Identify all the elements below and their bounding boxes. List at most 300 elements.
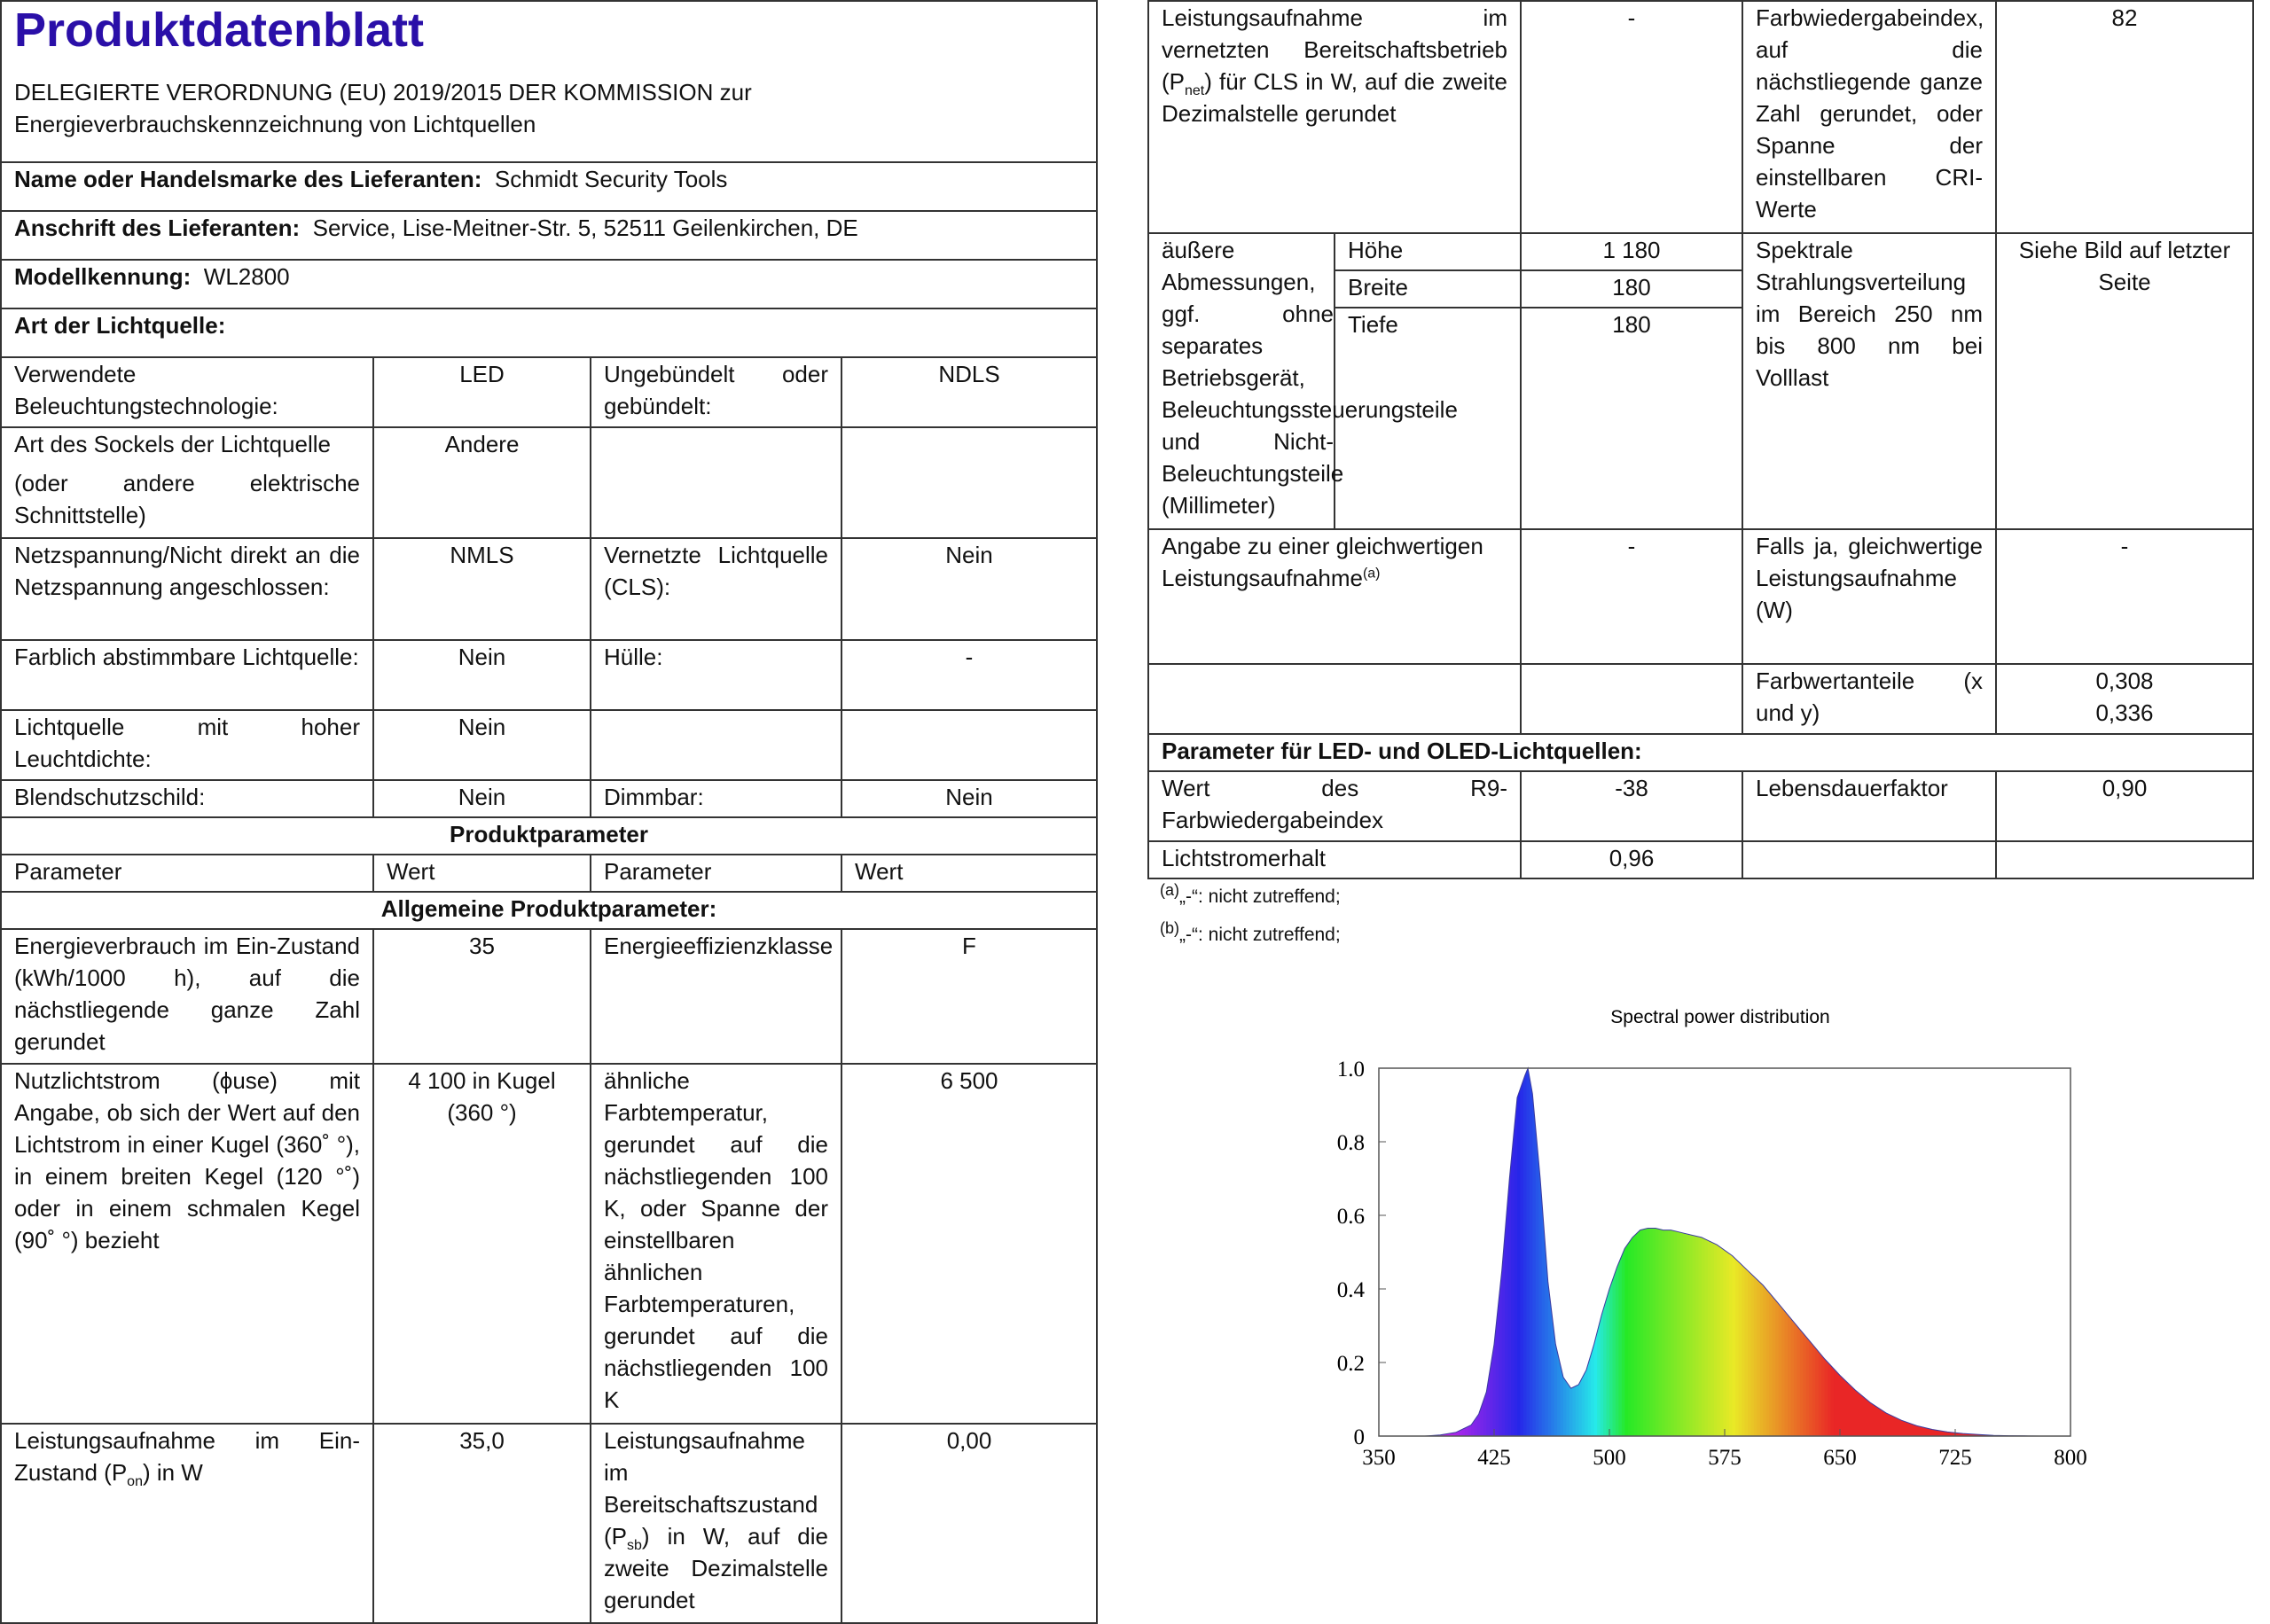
antiglare-value: Nein — [373, 780, 591, 817]
spectrum-band — [1898, 1068, 1902, 1436]
empty-cell — [1742, 841, 1996, 878]
psb-subscript: sb — [627, 1538, 642, 1554]
spectrum-band — [1572, 1068, 1576, 1436]
spectrum-band — [1465, 1068, 1468, 1436]
chroma-x: 0,308 — [2095, 668, 2154, 694]
socket-row — [1, 427, 1097, 538]
spectrum-band — [1763, 1068, 1766, 1436]
spectrum-band — [1785, 1068, 1789, 1436]
tech-row — [1, 357, 1097, 427]
y-tick-label: 0 — [1353, 1425, 1365, 1449]
spectrum-band — [1561, 1068, 1564, 1436]
spectrum-band — [1745, 1068, 1749, 1436]
spectrum-band — [1791, 1068, 1795, 1436]
spectrum-band — [1601, 1068, 1604, 1436]
spectrum-band — [1729, 1068, 1733, 1436]
chroma-y: 0,336 — [2095, 699, 2154, 726]
energy-row — [1, 929, 1097, 1064]
spectrum-band — [1920, 1068, 1923, 1436]
spectrum-band — [1930, 1068, 1933, 1436]
footnote-a-mark: (a) — [1160, 881, 1179, 899]
spectrum-band — [1511, 1068, 1515, 1436]
spectrum-band — [1677, 1068, 1680, 1436]
spectrum-band — [1695, 1068, 1699, 1436]
spectrum-band — [1748, 1068, 1751, 1436]
spectrum-band — [1530, 1068, 1533, 1436]
spectrum-band — [2043, 1068, 2047, 1436]
spectrum-band — [1597, 1068, 1601, 1436]
equiv-footnote-mark: (a) — [1362, 566, 1381, 582]
y-tick-label: 1.0 — [1336, 1058, 1365, 1081]
spectrum-band — [1815, 1068, 1819, 1436]
bundled-value: NDLS — [841, 357, 1097, 427]
spectrum-band — [1865, 1068, 1868, 1436]
spectrum-band — [1548, 1068, 1552, 1436]
spectrum-band — [1554, 1068, 1558, 1436]
if-yes-value: - — [1996, 529, 2253, 664]
energy-class-value: F — [841, 929, 1097, 1064]
regulation-text: DELEGIERTE VERORDNUNG (EU) 2019/2015 DER KOMMISSION zur Energieverbrauchskennzeichnung von Lichtquellen — [14, 79, 752, 137]
spectrum-band — [1459, 1068, 1462, 1436]
psb-label — [591, 1424, 841, 1623]
spectrum-band — [1892, 1068, 1896, 1436]
spectrum-band — [1941, 1068, 1945, 1436]
spectrum-band — [1631, 1068, 1634, 1436]
psb-label-b: ) in W, auf die zweite Dezimalstelle gerundet — [604, 1523, 828, 1613]
spectrum-band — [1456, 1068, 1460, 1436]
chroma-label: Farbwertanteile (x und y) — [1742, 664, 1996, 734]
pon-label — [1, 1424, 373, 1623]
spectrum-band — [1508, 1068, 1512, 1436]
spectrum-band — [1859, 1068, 1862, 1436]
maintenance-label: Lichtstromerhalt — [1148, 841, 1521, 878]
spectrum-band — [1496, 1068, 1499, 1436]
spectrum-band — [1947, 1068, 1951, 1436]
product-params-heading-row — [1, 817, 1097, 855]
empty-cell — [841, 427, 1097, 538]
spectrum-band — [1880, 1068, 1883, 1436]
spectrum-band — [1480, 1068, 1483, 1436]
spectrum-band — [1582, 1068, 1585, 1436]
envelope-label: Hülle: — [591, 640, 841, 710]
spectrum-band — [1901, 1068, 1905, 1436]
spectrum-band — [1945, 1068, 1948, 1436]
spectrum-band — [1499, 1068, 1502, 1436]
cct-value: 6 500 — [841, 1064, 1097, 1424]
spectrum-band — [1779, 1068, 1782, 1436]
spectrum-band — [1492, 1068, 1496, 1436]
socket-label: Art des Sockels der Lichtquelle — [14, 431, 331, 457]
height-label: Höhe — [1335, 233, 1521, 270]
pnet-subscript: net — [1185, 83, 1205, 99]
product-params-heading: Produktparameter — [1, 817, 1097, 855]
led-heading: Parameter für LED- und OLED-Lichtquellen: — [1148, 734, 2253, 771]
spectrum-band — [1867, 1068, 1871, 1436]
spectrum-fill — [1410, 1068, 2071, 1436]
spectrum-band — [1668, 1068, 1671, 1436]
maintenance-value: 0,96 — [1521, 841, 1742, 878]
tunable-value: Nein — [373, 640, 591, 710]
spectrum-band — [1624, 1068, 1628, 1436]
spectrum-band — [1953, 1068, 1957, 1436]
spectrum-band — [2009, 1068, 2013, 1436]
spectrum-band — [2006, 1068, 2009, 1436]
footnote-a — [1160, 881, 1341, 910]
spectrum-band — [1926, 1068, 1930, 1436]
spectrum-band — [1969, 1068, 1973, 1436]
spectrum-band — [1819, 1068, 1822, 1436]
spectrum-band — [1446, 1068, 1450, 1436]
spectrum-band — [1960, 1068, 1963, 1436]
life-value: 0,90 — [1996, 771, 2253, 841]
spectrum-band — [1603, 1068, 1607, 1436]
depth-label: Tiefe — [1335, 308, 1521, 529]
spectrum-band — [1963, 1068, 1967, 1436]
spectrum-band — [1905, 1068, 1908, 1436]
spectrum-band — [1991, 1068, 1994, 1436]
light-type-heading: Art der Lichtquelle: — [1, 308, 1097, 357]
col-header-parameter: Parameter — [1, 855, 373, 892]
spectrum-band — [1588, 1068, 1592, 1436]
spectrum-band — [2024, 1068, 2028, 1436]
flux-row — [1, 1064, 1097, 1424]
width-label: Breite — [1335, 270, 1521, 308]
high-luminance-label: Lichtquelle mit hoher Leuchtdichte: — [1, 710, 373, 780]
spectrum-band — [1710, 1068, 1714, 1436]
x-tick-label: 650 — [1823, 1446, 1857, 1470]
spectrum-band — [1477, 1068, 1481, 1436]
r9-value: -38 — [1521, 771, 1742, 841]
spectrum-band — [2003, 1068, 2007, 1436]
spectrum-band — [1490, 1068, 1493, 1436]
psb-value: 0,00 — [841, 1424, 1097, 1623]
spectrum-band — [1895, 1068, 1898, 1436]
dimmable-label: Dimmbar: — [591, 780, 841, 817]
chart-title: Spectral power distribution — [1610, 1007, 1830, 1027]
spectrum-band — [1462, 1068, 1466, 1436]
dims-label: äußere Abmessungen, ggf. ohne separates Betriebsgerät, Beleuchtungssteuerungsteile und Nicht-Beleuchtungsteile (Millimeter) — [1148, 233, 1335, 529]
spectrum-band — [1468, 1068, 1472, 1436]
model-label: Modellkennung: — [14, 263, 192, 290]
model-row — [1, 260, 1097, 308]
spectrum-band — [1708, 1068, 1711, 1436]
spectrum-band — [1422, 1068, 1426, 1436]
spectrum-band — [1618, 1068, 1622, 1436]
bundled-label: Ungebündelt oder gebündelt: — [591, 357, 841, 427]
column-header-row — [1, 855, 1097, 892]
empty-cell — [1521, 664, 1742, 734]
tech-value: LED — [373, 357, 591, 427]
x-tick-label: 725 — [1938, 1446, 1972, 1470]
spd-label: Spektrale Strahlungsverteilung im Bereich 250 nm bis 800 nm bei Volllast — [1742, 233, 1996, 529]
spectrum-band — [1542, 1068, 1546, 1436]
spectrum-band — [1536, 1068, 1539, 1436]
spectrum-band — [2037, 1068, 2040, 1436]
header-cell — [1, 1, 1097, 162]
footnote-a-text: „-“: nicht zutreffend; — [1179, 886, 1341, 907]
flux-value: 4 100 in Kugel (360 °) — [373, 1064, 591, 1424]
power-row — [1, 1424, 1097, 1623]
spectrum-band — [1754, 1068, 1757, 1436]
x-tick-label: 500 — [1593, 1446, 1626, 1470]
dims-row-height — [1148, 233, 2253, 270]
spectrum-band — [1717, 1068, 1720, 1436]
spectrum-band — [2049, 1068, 2053, 1436]
cct-label: ähnliche Farbtemperatur, gerundet auf die nächstliegenden 100 K, oder Spanne der einstellbaren ähnlichen Farbtemperaturen, gerundet auf die nächstliegenden 100 K — [591, 1064, 841, 1424]
flux-label: Nutzlichtstrom (ϕuse) mit Angabe, ob sich der Wert auf den Lichtstrom in einer Kugel (360˚ °), in einem breiten Kegel (120 °˚) oder in einem schmalen Kegel (90˚ °) bezieht — [1, 1064, 373, 1424]
spectrum-band — [1993, 1068, 1997, 1436]
spectrum-band — [1428, 1068, 1431, 1436]
socket-label-2: (oder andere elektrische Schnittstelle) — [14, 470, 360, 528]
model-value: WL2800 — [203, 263, 290, 290]
spectrum-band — [1809, 1068, 1812, 1436]
chroma-value — [1996, 664, 2253, 734]
spectrum-band — [1886, 1068, 1890, 1436]
spectrum-band — [1812, 1068, 1816, 1436]
spectrum-band — [1637, 1068, 1640, 1436]
spectrum-band — [1656, 1068, 1659, 1436]
supplier-address-cell — [1, 211, 1097, 260]
x-tick-label: 425 — [1477, 1446, 1511, 1470]
spectrum-band — [1978, 1068, 1982, 1436]
spectrum-band — [1957, 1068, 1961, 1436]
supplier-name-row — [1, 162, 1097, 211]
spectrum-band — [1689, 1068, 1693, 1436]
maintenance-row — [1148, 841, 2253, 878]
spectrum-band — [1883, 1068, 1887, 1436]
spectrum-band — [1674, 1068, 1678, 1436]
chroma-row — [1148, 664, 2253, 734]
mains-row — [1, 538, 1097, 640]
empty-cell — [1148, 664, 1521, 734]
led-heading-row — [1148, 734, 2253, 771]
model-cell — [1, 260, 1097, 308]
spectrum-band — [1612, 1068, 1616, 1436]
spectrum-band — [1855, 1068, 1859, 1436]
socket-value: Andere — [373, 427, 591, 538]
spectrum-band — [1720, 1068, 1724, 1436]
spectrum-band — [1585, 1068, 1588, 1436]
r9-row — [1148, 771, 2253, 841]
spectrum-band — [2055, 1068, 2059, 1436]
x-tick-label: 575 — [1708, 1446, 1742, 1470]
spectrum-band — [1914, 1068, 1917, 1436]
spectrum-band — [2052, 1068, 2055, 1436]
spectrum-band — [1733, 1068, 1736, 1436]
spectrum-band — [1576, 1068, 1579, 1436]
spectrum-band — [1935, 1068, 1938, 1436]
socket-label-cell — [1, 427, 373, 538]
spectrum-band — [1680, 1068, 1684, 1436]
spectrum-band — [1932, 1068, 1936, 1436]
cls-label: Vernetzte Lichtquelle (CLS): — [591, 538, 841, 640]
spectrum-band — [1526, 1068, 1530, 1436]
pnet-row — [1148, 1, 2253, 233]
y-tick-label: 0.6 — [1336, 1205, 1365, 1229]
spectrum-band — [1742, 1068, 1745, 1436]
spectrum-band — [1640, 1068, 1644, 1436]
supplier-name-value: Schmidt Security Tools — [494, 166, 728, 192]
spectrum-band — [1649, 1068, 1653, 1436]
spectrum-band — [1410, 1068, 1413, 1436]
spectrum-band — [1557, 1068, 1561, 1436]
spectrum-band — [1647, 1068, 1650, 1436]
spectrum-band — [1735, 1068, 1739, 1436]
supplier-address-value: Service, Lise-Meitner-Str. 5, 52511 Geilenkirchen, DE — [312, 215, 858, 241]
spectrum-band — [1569, 1068, 1573, 1436]
left-datasheet-table — [0, 0, 1098, 1624]
spectrum-band — [1788, 1068, 1791, 1436]
antiglare-row — [1, 780, 1097, 817]
spectrum-band — [1658, 1068, 1662, 1436]
tunable-label: Farblich abstimmbare Lichtquelle: — [1, 640, 373, 710]
spectrum-band — [1757, 1068, 1760, 1436]
spectrum-band — [2062, 1068, 2065, 1436]
spectrum-band — [1505, 1068, 1508, 1436]
spectrum-band — [1825, 1068, 1828, 1436]
supplier-name-cell — [1, 162, 1097, 211]
empty-cell — [591, 710, 841, 780]
spectrum-band — [1775, 1068, 1779, 1436]
spectrum-band — [1831, 1068, 1835, 1436]
spectrum-band — [1796, 1068, 1800, 1436]
envelope-value: - — [841, 640, 1097, 710]
spectrum-band — [2039, 1068, 2043, 1436]
spectrum-band — [1419, 1068, 1422, 1436]
spectrum-band — [1981, 1068, 1984, 1436]
life-label: Lebensdauerfaktor — [1742, 771, 1996, 841]
spectrum-band — [1437, 1068, 1441, 1436]
x-tick-label: 350 — [1362, 1446, 1396, 1470]
spectrum-band — [1471, 1068, 1475, 1436]
supplier-name-label: Name oder Handelsmarke des Lieferanten: — [14, 166, 482, 192]
spectrum-band — [1687, 1068, 1690, 1436]
spectrum-band — [1828, 1068, 1831, 1436]
spectrum-band — [1794, 1068, 1797, 1436]
spectrum-band — [1653, 1068, 1656, 1436]
pnet-label-b: ) für CLS in W, auf die zweite Dezimalstelle gerundet — [1162, 68, 1507, 127]
spectrum-band — [1972, 1068, 1976, 1436]
spectrum-band — [1760, 1068, 1764, 1436]
spectrum-band — [1852, 1068, 1856, 1436]
col-header-value: Wert — [373, 855, 591, 892]
spectrum-band — [1803, 1068, 1806, 1436]
spectrum-band — [1739, 1068, 1742, 1436]
spectrum-band — [1616, 1068, 1619, 1436]
high-luminance-value: Nein — [373, 710, 591, 780]
general-params-heading: Allgemeine Produktparameter: — [1, 892, 1097, 929]
spectrum-band — [1849, 1068, 1852, 1436]
equiv-label — [1148, 529, 1521, 664]
spectrum-band — [1628, 1068, 1632, 1436]
spectrum-band — [1976, 1068, 1979, 1436]
spectrum-band — [1966, 1068, 1969, 1436]
spectrum-band — [1431, 1068, 1435, 1436]
spectrum-band — [1997, 1068, 2000, 1436]
tech-label: Verwendete Beleuchtungstechnologie: — [1, 357, 373, 427]
cri-value: 82 — [1996, 1, 2253, 233]
spectrum-band — [1773, 1068, 1776, 1436]
spectrum-band — [1416, 1068, 1420, 1436]
spectrum-band — [2000, 1068, 2003, 1436]
spectrum-band — [1702, 1068, 1705, 1436]
if-yes-label: Falls ja, gleichwertige Leistungsaufnahme (W) — [1742, 529, 1996, 664]
spectrum-band — [1566, 1068, 1569, 1436]
spectrum-band — [1821, 1068, 1825, 1436]
psb-label-a: Leistungsaufnahme im Bereitschaftszustand (P — [604, 1427, 818, 1550]
spectrum-band — [1693, 1068, 1696, 1436]
page-title: Produktdatenblatt — [14, 4, 425, 57]
x-tick-label: 800 — [2054, 1446, 2087, 1470]
spectrum-band — [1766, 1068, 1770, 1436]
spd-value: Siehe Bild auf letzter Seite — [1996, 233, 2253, 529]
spectrum-band — [1846, 1068, 1850, 1436]
spectrum-band — [1450, 1068, 1453, 1436]
spectrum-band — [1440, 1068, 1444, 1436]
spectrum-band — [1911, 1068, 1914, 1436]
spectrum-band — [1951, 1068, 1954, 1436]
high-luminance-row — [1, 710, 1097, 780]
spectrum-band — [1834, 1068, 1837, 1436]
y-tick-label: 0.4 — [1336, 1278, 1365, 1302]
spectrum-band — [1662, 1068, 1665, 1436]
spectrum-band — [1483, 1068, 1487, 1436]
spectrum-band — [1723, 1068, 1726, 1436]
pon-label-a: Leistungsaufnahme im Ein-Zustand (P — [14, 1427, 360, 1486]
spectrum-band — [1750, 1068, 1754, 1436]
spectrum-band — [1634, 1068, 1638, 1436]
r9-label: Wert des R9-Farbwiedergabeindex — [1148, 771, 1521, 841]
spectrum-band — [1594, 1068, 1598, 1436]
pon-label-b: ) in W — [142, 1459, 203, 1486]
spectrum-band — [1714, 1068, 1718, 1436]
spectrum-band — [1923, 1068, 1927, 1436]
spectrum-band — [1591, 1068, 1594, 1436]
general-params-heading-row — [1, 892, 1097, 929]
spectrum-band — [1523, 1068, 1527, 1436]
spectrum-band — [1413, 1068, 1416, 1436]
spectrum-band — [1877, 1068, 1881, 1436]
spectrum-band — [1609, 1068, 1613, 1436]
spectrum-band — [2033, 1068, 2037, 1436]
spectrum-band — [1517, 1068, 1521, 1436]
spectrum-band — [1699, 1068, 1702, 1436]
spectrum-band — [1769, 1068, 1773, 1436]
spectrum-band — [1434, 1068, 1437, 1436]
spectrum-band — [1425, 1068, 1429, 1436]
tunable-row — [1, 640, 1097, 710]
col-header-parameter: Parameter — [591, 855, 841, 892]
pon-value: 35,0 — [373, 1424, 591, 1623]
spectrum-band — [1987, 1068, 1991, 1436]
equiv-label-text: Angabe zu einer gleichwertigen Leistungsaufnahme — [1162, 533, 1483, 591]
dimmable-value: Nein — [841, 780, 1097, 817]
pnet-label-a: Leistungsaufnahme im vernetzten Bereitschaftsbetrieb (P — [1162, 4, 1507, 95]
spectrum-band — [1664, 1068, 1668, 1436]
pnet-label — [1148, 1, 1521, 233]
spectrum-band — [1452, 1068, 1456, 1436]
spectrum-band — [1917, 1068, 1921, 1436]
mains-value: NMLS — [373, 538, 591, 640]
y-tick-label: 0.2 — [1336, 1352, 1365, 1376]
spectrum-band — [2027, 1068, 2031, 1436]
width-value: 180 — [1521, 270, 1742, 308]
supplier-address-label: Anschrift des Lieferanten: — [14, 215, 301, 241]
cri-label: Farbwiedergabeindex, auf die nächstliegende ganze Zahl gerundet, oder Spanne der einstellbaren CRI-Werte — [1742, 1, 1996, 233]
antiglare-label: Blendschutzschild: — [1, 780, 373, 817]
supplier-address-row — [1, 211, 1097, 260]
empty-cell — [1996, 841, 2253, 878]
